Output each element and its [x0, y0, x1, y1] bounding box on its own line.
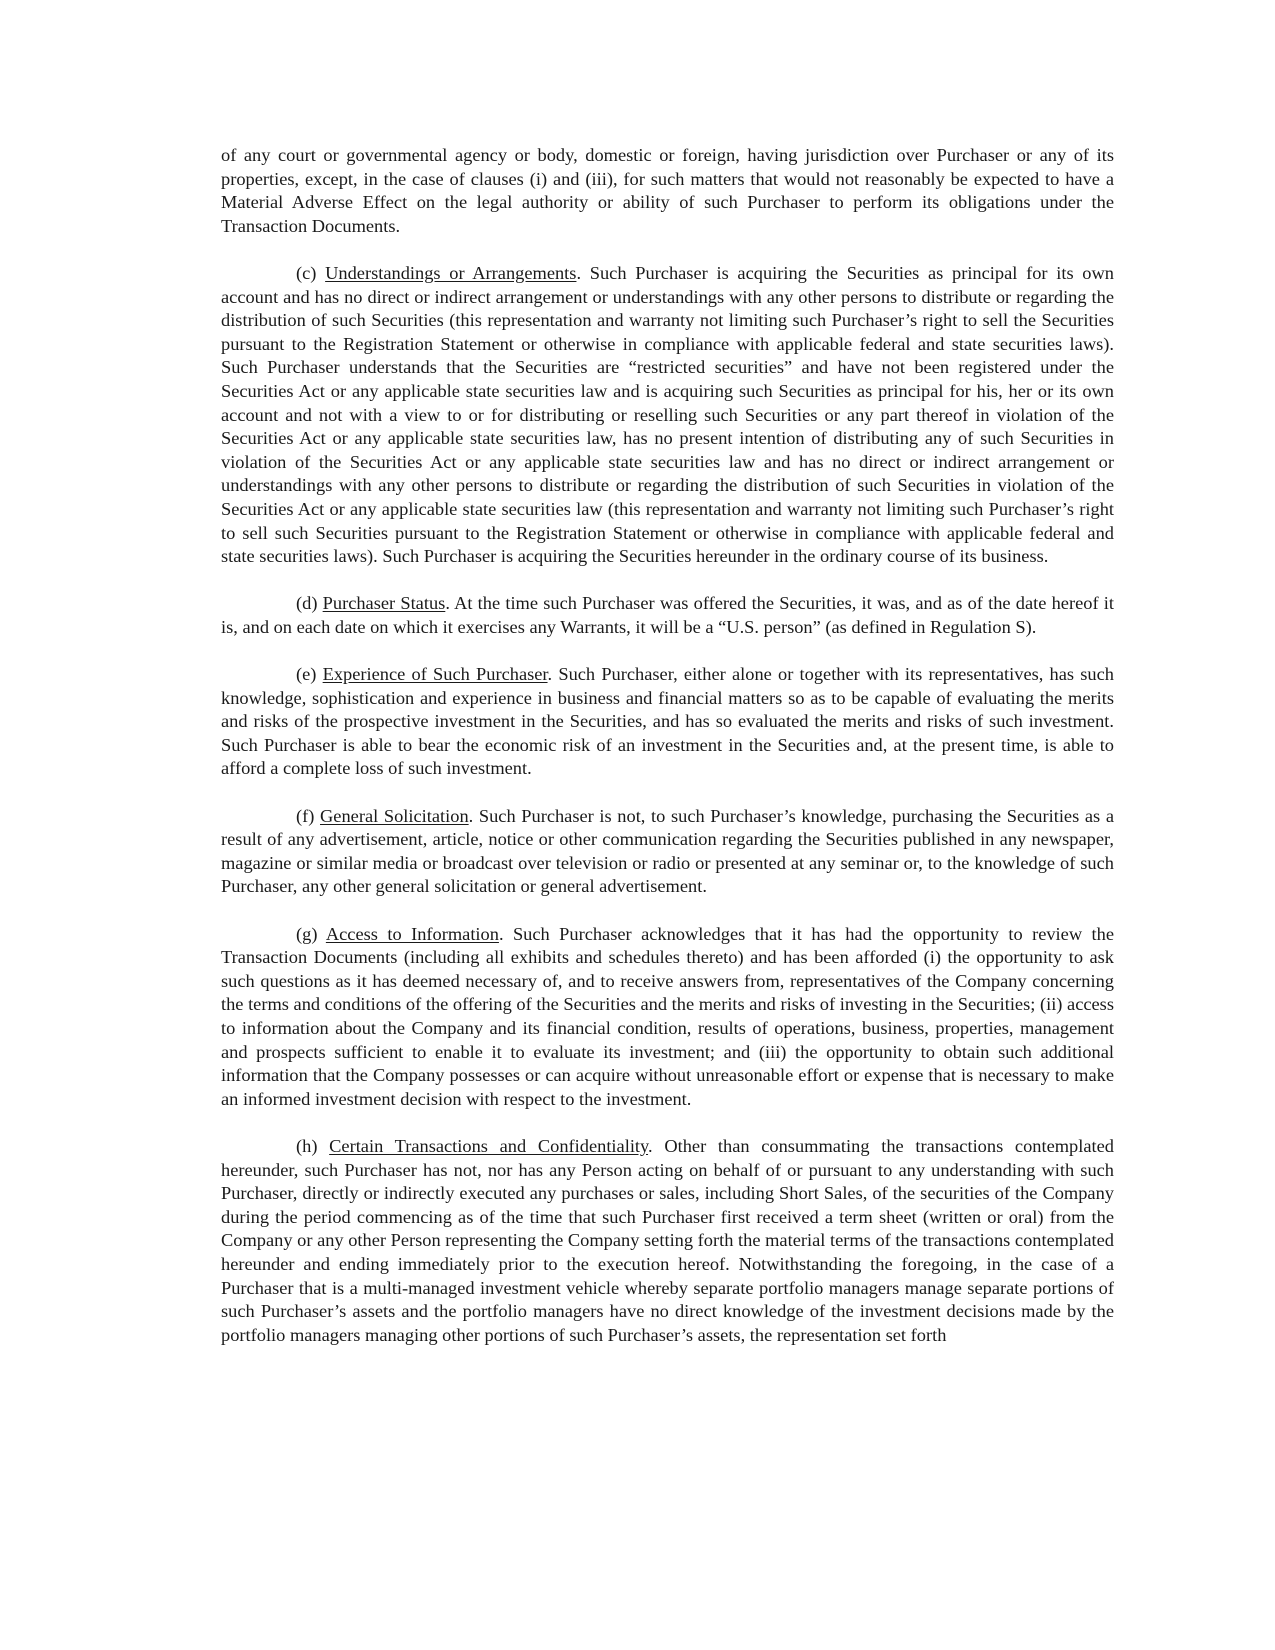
paragraph-heading: Understandings or Arrangements — [325, 262, 577, 283]
paragraph-g-access-to-information — [221, 923, 1114, 1112]
paragraph-text: . Such Purchaser is acquiring the Securities as principal for its own account and has no direct or indirect arrangement or understandings with any other persons to distribute or regarding the distribution of such Securities (this representation and warranty not limiting such Purchaser’s right to sell the Securities pursuant to the Registration Statement or otherwise in compliance with applicable federal and state securities laws). Such Purchaser understands that the Securities are “restricted securities” and have not been registered under the Securities Act or any applicable state securities law and is acquiring such Securities as principal for his, her or its own account and not with a view to or for distributing or reselling such Securities or any part thereof in violation of the Securities Act or any applicable state securities law, has no present intention of distributing any of such Securities in violation of the Securities Act or any applicable state securities law and has no direct or indirect arrangement or understandings with any other persons to distribute or regarding the distribution of such Securities in violation of the Securities Act or any applicable state securities law (this representation and warranty not limiting such Purchaser’s right to sell such Securities pursuant to the Registration Statement or otherwise in compliance with applicable federal and state securities laws). Such Purchaser is acquiring the Securities hereunder in the ordinary course of its business. — [221, 262, 1114, 567]
paragraph-label: (e) — [296, 664, 323, 685]
paragraph-heading: Experience of Such Purchaser — [322, 664, 548, 685]
paragraph-text: . Such Purchaser acknowledges that it has had the opportunity to review the Transaction Documents (including all exhibits and schedules thereto) and has been afforded (i) the opportunity to ask such questions as it has deemed necessary of, and to receive answers from, representatives of the Company concerning the terms and conditions of the offering of the Securities and the merits and risks of investing in the Securities; (ii) access to information about the Company and its financial condition, results of operations, business, properties, management and prospects sufficient to enable it to evaluate its investment; and (iii) the opportunity to obtain such additional information that the Company possesses or can acquire without unreasonable effort or expense that is necessary to make an informed investment decision with respect to the investment. — [221, 923, 1114, 1109]
paragraph-e-experience — [221, 663, 1114, 781]
paragraph-text: . At the time such Purchaser was offered the Securities, it was, and as of the date hereof it is, and on each date on which it exercises any Warrants, it will be a “U.S. person” (as defined in Regulation S). — [221, 593, 1114, 637]
paragraph-f-general-solicitation — [221, 805, 1114, 899]
paragraph-heading: General Solicitation — [320, 805, 469, 826]
paragraph-h-certain-transactions — [221, 1135, 1114, 1347]
paragraph-text: . Such Purchaser, either alone or together with its representatives, has such knowledge, sophistication and experience in business and financial matters so as to be capable of evaluating the merits and risks of the prospective investment in the Securities, and has so evaluated the merits and risks of such investment. Such Purchaser is able to bear the economic risk of an investment in the Securities and, at the present time, is able to afford a complete loss of such investment. — [221, 664, 1114, 779]
paragraph-label: (f) — [296, 805, 321, 826]
paragraph-text: . Such Purchaser is not, to such Purchaser’s knowledge, purchasing the Securities as a result of any advertisement, article, notice or other communication regarding the Securities published in any newspaper, magazine or similar media or broadcast over television or radio or presented at any seminar or, to the knowledge of such Purchaser, any other general solicitation or general advertisement. — [221, 805, 1114, 897]
paragraph-d-purchaser-status — [221, 592, 1114, 639]
paragraph-label: (c) — [296, 262, 326, 283]
paragraph-text: of any court or governmental agency or body, domestic or foreign, having jurisdiction over Purchaser or any of its properties, except, in the case of clauses (i) and (iii), for such matters that would not reasonably be expected to have a Material Adverse Effect on the legal authority or ability of such Purchaser to perform its obligations under the Transaction Documents. — [221, 145, 1114, 236]
paragraph-label: (h) — [296, 1135, 330, 1156]
paragraph-continuation — [221, 144, 1114, 238]
paragraph-heading: Purchaser Status — [322, 593, 446, 614]
paragraph-text: . Other than consummating the transactions contemplated hereunder, such Purchaser has not, nor has any Person acting on behalf of or pursuant to any understanding with such Purchaser, directly or indirectly executed any purchases or sales, including Short Sales, of the securities of the Company during the period commencing as of the time that such Purchaser first received a term sheet (written or oral) from the Company or any other Person representing the Company setting forth the material terms of the transactions contemplated hereunder and ending immediately prior to the execution hereof. Notwithstanding the foregoing, in the case of a Purchaser that is a multi-managed investment vehicle whereby separate portfolio managers manage separate portions of such Purchaser’s assets and the portfolio managers have no direct knowledge of the investment decisions made by the portfolio managers managing other portions of such Purchaser’s assets, the representation set forth — [221, 1135, 1114, 1345]
document-page — [221, 144, 1114, 1371]
paragraph-label: (d) — [296, 593, 323, 614]
paragraph-heading: Certain Transactions and Confidentiality — [329, 1135, 649, 1156]
paragraph-label: (g) — [296, 923, 326, 944]
paragraph-c-understandings — [221, 262, 1114, 569]
paragraph-heading: Access to Information — [325, 923, 499, 944]
